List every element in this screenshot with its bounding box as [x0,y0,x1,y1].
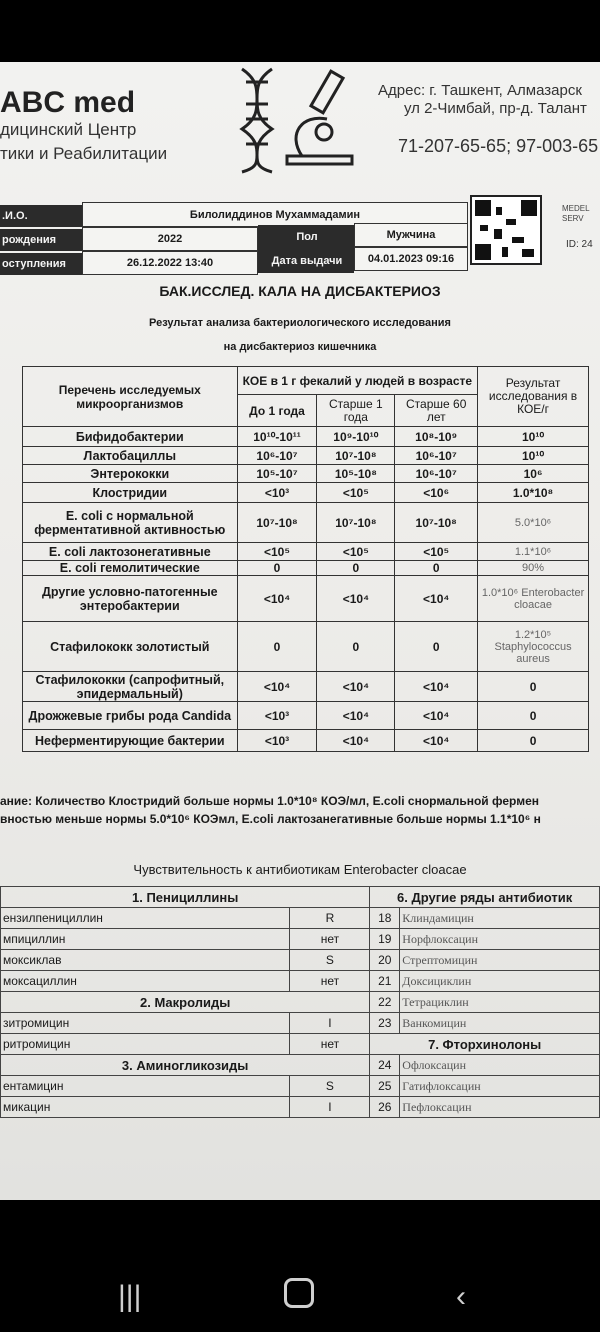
antibiotic-row [1,950,600,971]
birth-label: рождения [0,229,82,251]
norm-over-1: 10⁵-10⁸ [317,465,395,483]
antibiotic-number: 23 [370,1013,400,1034]
result-row [23,427,589,447]
antibiotic-row [1,1097,600,1118]
organism-name: Клостридии [23,483,238,503]
result-value: 5.0*10⁶ [478,503,589,543]
fio-label: .И.О. [0,205,82,227]
organism-name: E. coli лактозонегативные [23,543,238,561]
norm-over-60: 0 [395,561,478,576]
document-sheet [0,62,600,1200]
organism-name: E. coli гемолитические [23,561,238,576]
norm-under-1: <10³ [237,483,317,503]
antibiotic-name: Стрептомицин [400,950,600,971]
antibiotic-name: мпициллин [1,929,290,950]
norm-over-60: <10⁶ [395,483,478,503]
antibiotics-table [0,886,600,1118]
col-header-list: Перечень исследуемых микроорганизмов [23,367,238,427]
recent-apps-icon[interactable]: ||| [118,1280,142,1313]
col-header-koe: КОЕ в 1 г фекалий у людей в возрасте [237,367,478,395]
sex-value: Мужчина [354,223,468,247]
clinic-subtitle-2: тики и Реабилитации [0,144,168,163]
organism-name: Лактобациллы [23,447,238,465]
group-other: 6. Другие ряды антибиотик [370,887,600,908]
result-value: 0 [478,672,589,702]
norm-over-1: <10⁵ [317,483,395,503]
home-icon[interactable] [284,1278,314,1308]
result-value: 0 [478,702,589,730]
norm-over-60: 10⁷-10⁸ [395,503,478,543]
result-row [23,465,589,483]
antibiotic-number: 24 [370,1055,400,1076]
result-value: 90% [478,561,589,576]
norm-over-60: <10⁵ [395,543,478,561]
back-icon[interactable]: ‹ [456,1280,466,1313]
side-label: MEDEL SERV [562,204,590,223]
admit-label: оступления [0,253,82,275]
antibiotic-row [1,1076,600,1097]
norm-over-1: <10⁵ [317,543,395,561]
antibiotic-number: 18 [370,908,400,929]
antibiotic-number: 26 [370,1097,400,1118]
clinic-subtitle-1: дицинский Центр [0,120,137,139]
norm-over-1: <10⁴ [317,672,395,702]
norm-under-1: <10⁴ [237,672,317,702]
sensitivity-value: I [290,1013,370,1034]
address-line-1: Адрес: г. Ташкент, Алмазарск [378,82,582,99]
report-title: БАК.ИССЛЕД. КАЛА НА ДИСБАКТЕРИОЗ [159,283,441,299]
norm-under-1: 10⁶-10⁷ [237,447,317,465]
result-value: 10⁶ [478,465,589,483]
sex-label: Пол [258,225,354,249]
organism-name: Стафилококк золотистый [23,622,238,672]
organism-name: Стафилококки (сапрофитный, эпидермальный) [23,672,238,702]
issue-value: 04.01.2023 09:16 [354,247,468,271]
side-id: ID: 24 [566,239,593,250]
norm-under-1: <10³ [237,702,317,730]
sensitivity-value: I [290,1097,370,1118]
norm-under-1: <10⁴ [237,576,317,622]
organism-name: Энтерококки [23,465,238,483]
antibiotic-name: Тетрациклин [400,992,600,1013]
organism-name: Дрожжевые грибы рода Candida [23,702,238,730]
group-penicillins: 1. Пенициллины [1,887,370,908]
fio-value: Билолиддинов Мухаммадамин [82,202,468,227]
antibiotic-row [1,971,600,992]
antibiotic-name: зитромицин [1,1013,290,1034]
antibiotic-name: Гатифлоксацин [400,1076,600,1097]
system-nav-bar [0,1200,600,1332]
norm-over-60: <10⁴ [395,730,478,752]
result-value: 0 [478,730,589,752]
antibiotic-row [1,887,600,908]
antibiotic-name: ентамицин [1,1076,290,1097]
antibiotic-number: 20 [370,950,400,971]
group-aminoglycosides: 3. Аминогликозиды [1,1055,370,1076]
antibiotic-number: 21 [370,971,400,992]
norm-under-1: 0 [237,622,317,672]
report-subtitle-1: Результат анализа бактериологического исследования [149,317,451,329]
result-row [23,576,589,622]
result-row [23,561,589,576]
norm-over-1: 10⁷-10⁸ [317,447,395,465]
norm-under-1: <10⁵ [237,543,317,561]
results-table [22,366,589,752]
organism-name: Другие условно-патогенные энтеробактерии [23,576,238,622]
norm-over-60: 0 [395,622,478,672]
norm-under-1: 0 [237,561,317,576]
antibiotic-row [1,1034,600,1055]
group-fluoroquinolones: 7. Фторхинолоны [370,1034,600,1055]
norm-over-1: <10⁴ [317,576,395,622]
report-subtitle-2: на дисбактериоз кишечника [223,341,377,353]
address-line-2: ул 2-Чимбай, пр-д. Талант [404,100,587,117]
norm-over-1: 10⁹-10¹⁰ [317,427,395,447]
norm-under-1: <10³ [237,730,317,752]
col-header-age2: Старше 1 года [317,395,395,427]
norm-over-60: <10⁴ [395,576,478,622]
admit-value: 26.12.2022 13:40 [82,251,258,275]
norm-over-60: <10⁴ [395,672,478,702]
result-value: 10¹⁰ [478,447,589,465]
norm-over-1: 0 [317,622,395,672]
sensitivity-value: R [290,908,370,929]
norm-over-1: <10⁴ [317,730,395,752]
antibiotic-name: Норфлоксацин [400,929,600,950]
antibiotic-row [1,992,600,1013]
antibiotic-number: 19 [370,929,400,950]
antibiotic-name: Доксициклин [400,971,600,992]
norm-over-60: 10⁶-10⁷ [395,447,478,465]
antibiotic-row [1,929,600,950]
note-line-1: ание: Количество Клостридий больше нормы 1.0*10⁸ КОЭ/мл, E.coli снормальной фермен [0,794,539,808]
result-value: 1.1*10⁶ [478,543,589,561]
antibiotic-name: Ванкомицин [400,1013,600,1034]
dna-microscope-logo-icon [232,64,372,174]
norm-over-60: 10⁸-10⁹ [395,427,478,447]
antibiotic-name: Офлоксацин [400,1055,600,1076]
antibiotic-number: 25 [370,1076,400,1097]
phone-numbers: 71-207-65-65; 97-003-65 [398,136,599,156]
sensitivity-value: S [290,950,370,971]
result-value: 1.0*10⁶ Enterobacter cloacae [478,576,589,622]
antibiotic-name: Пефлоксацин [400,1097,600,1118]
result-value: 1.0*10⁸ [478,483,589,503]
antibiotic-row [1,1013,600,1034]
qr-code [470,195,542,265]
antibiotic-row [1,1055,600,1076]
norm-over-60: <10⁴ [395,702,478,730]
antibiotic-number: 22 [370,992,400,1013]
antibiotic-row [1,908,600,929]
result-row [23,543,589,561]
result-row [23,503,589,543]
note-line-2: вностью меньше нормы 5.0*10⁶ КОЭмл, E.coli лактозанегативные больше нормы 1.1*10⁶ н [0,812,541,826]
antibiotic-name: мoксиклав [1,950,290,971]
organism-name: Неферментирующие бактерии [23,730,238,752]
antibiotic-name: ритромицин [1,1034,290,1055]
antibiotic-name: мoксациллин [1,971,290,992]
norm-under-1: 10⁵-10⁷ [237,465,317,483]
result-value: 10¹⁰ [478,427,589,447]
group-macrolides: 2. Макролиды [1,992,370,1013]
sensitivity-value: нет [290,929,370,950]
norm-under-1: 10¹⁰-10¹¹ [237,427,317,447]
antibiotic-name: Клиндамицин [400,908,600,929]
result-row [23,447,589,465]
norm-over-1: <10⁴ [317,702,395,730]
result-row [23,702,589,730]
result-value: 1.2*10⁵ Staphylococcus aureus [478,622,589,672]
sensitivity-value: S [290,1076,370,1097]
result-row [23,730,589,752]
organism-name: Бифидобактерии [23,427,238,447]
result-row [23,672,589,702]
sensitivity-value: нет [290,1034,370,1055]
clinic-logo-text: ABC med [0,86,136,119]
birth-value: 2022 [82,227,258,251]
sensitivity-value: нет [290,971,370,992]
antibiotic-name: микацин [1,1097,290,1118]
antibiotic-name: ензилпенициллин [1,908,290,929]
result-row [23,622,589,672]
norm-over-1: 10⁷-10⁸ [317,503,395,543]
antibiotics-title: Чувствительность к антибиотикам Enterobacter cloacae [133,862,467,877]
norm-over-60: 10⁶-10⁷ [395,465,478,483]
result-row [23,483,589,503]
norm-over-1: 0 [317,561,395,576]
norm-under-1: 10⁷-10⁸ [237,503,317,543]
col-header-age3: Старше 60 лет [395,395,478,427]
col-header-result: Результат исследования в КОЕ/г [478,367,589,427]
col-header-age1: До 1 года [237,395,317,427]
organism-name: E. coli с нормальной ферментативной активностью [23,503,238,543]
issue-label: Дата выдачи [258,249,354,273]
